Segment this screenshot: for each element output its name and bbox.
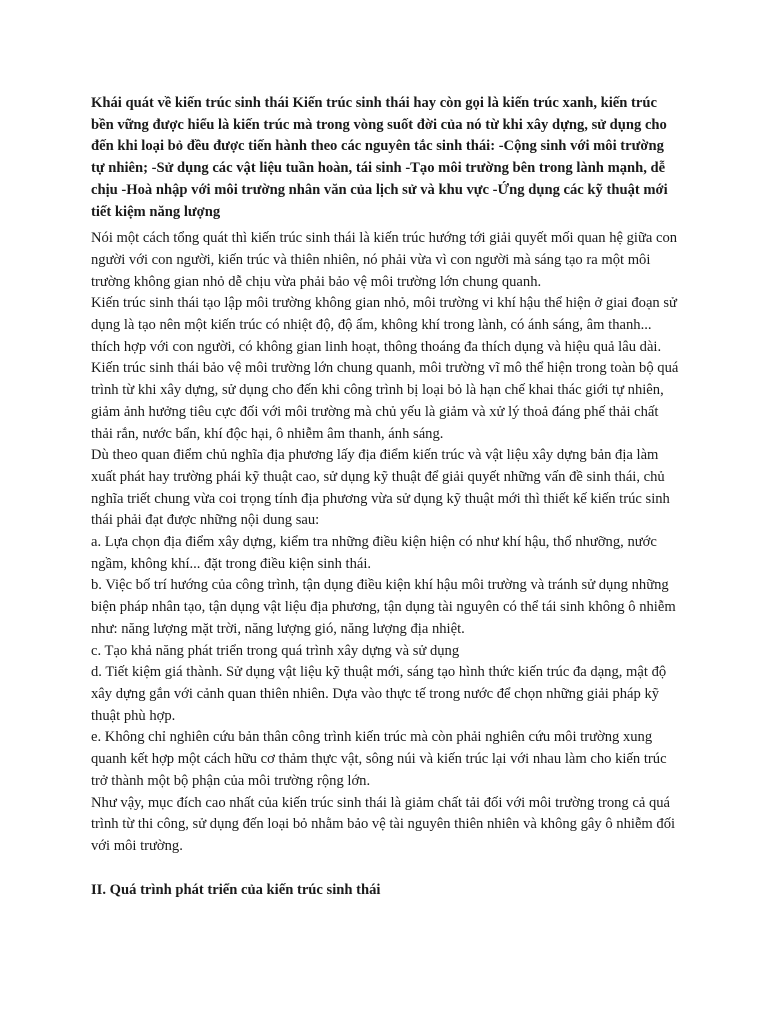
section-title: II. Quá trình phát triển của kiến trúc sinh thái — [91, 881, 381, 898]
paragraph-small-environment: Kiến trúc sinh thái tạo lập môi trường không gian nhỏ, môi trường vi khí hậu thể hiện ở giai đoạn sử dụng là tạo nên một kiến trúc có nhiệt độ, độ ẩm, không khí trong lành, có ánh sáng, âm thanh... thích hợp với con người, có không gian linh hoạt, thông thoáng đa thích dụng và hiệu quả lâu dài. — [91, 295, 677, 355]
list-item-a: a. Lựa chọn địa điểm xây dựng, kiểm tra những điều kiện hiện có như khí hậu, thổ nhưỡng, nước ngầm, không khí... đặt trong điều kiện sinh thái. — [91, 534, 657, 572]
paragraph-intro: Nói một cách tổng quát thì kiến trúc sinh thái là kiến trúc hướng tới giải quyết mối quan hệ giữa con người với con người, kiến trúc và thiên nhiên, nó phải vừa vì con người mà sáng tạo ra một môi trường không gian nhỏ dễ chịu vừa phải bảo vệ môi trường lớn chung quanh. — [91, 230, 678, 290]
document-body — [91, 228, 681, 857]
document-heading: Khái quát về kiến trúc sinh thái Kiến trúc sinh thái hay còn gọi là kiến trúc xanh, kiến trúc bền vững được hiểu là kiến trúc mà trong vòng suốt đời của nó từ khi xây dựng, sử dụng cho đến khi loại bỏ đều được tiến hành theo các nguyên tắc sinh thái: -Cộng sinh với môi trường tự nhiên; -Sử dụng các vật liệu tuần hoàn, tái sinh -Tạo môi trường bên trong lành mạnh, dễ chịu -Hoà nhập với môi trường nhân văn của lịch sử và khu vực -Ứng dụng các kỹ thuật mới tiết kiệm năng lượng — [91, 95, 668, 220]
paragraph-design-requirements: Dù theo quan điểm chủ nghĩa địa phương lấy địa điểm kiến trúc và vật liệu xây dựng bản địa làm xuất phát hay trường phái kỹ thuật cao, sử dụng kỹ thuật để giải quyết những vấn đề sinh thái, chủ nghĩa triết chung vừa coi trọng tính địa phương vừa sử dụng kỹ thuật mới thì thiết kế kiến trúc sinh thái phải đạt được những nội dung sau: — [91, 447, 670, 529]
paragraph-large-environment: Kiến trúc sinh thái bảo vệ môi trường lớn chung quanh, môi trường vĩ mô thể hiện trong toàn bộ quá trình từ khi xây dựng, sử dụng cho đến khi công trình bị loại bỏ là hạn chế khai thác giới tự nhiên, giảm ảnh hưởng tiêu cực đối với môi trường mà chủ yếu là giảm và xử lý thoả đáng phế thải chất thải rắn, nước bẩn, khí độc hại, ô nhiễm âm thanh, ánh sáng. — [91, 360, 679, 442]
list-item-e: e. Không chỉ nghiên cứu bản thân công trình kiến trúc mà còn phải nghiên cứu môi trường xung quanh kết hợp một cách hữu cơ thảm thực vật, sông núi và kiến trúc lại với nhau làm cho kiến trúc trở thành một bộ phận của môi trường rộng lớn. — [91, 729, 667, 789]
list-item-c: c. Tạo khả năng phát triển trong quá trình xây dựng và sử dụng — [91, 642, 460, 659]
paragraph-conclusion: Như vậy, mục đích cao nhất của kiến trúc sinh thái là giảm chất tải đối với môi trường trong cả quá trình từ thi công, sử dụng đến loại bỏ nhằm bảo vệ tài nguyên thiên nhiên và không gây ô nhiễm đối với môi trường. — [91, 794, 676, 854]
list-item-b: b. Việc bố trí hướng của công trình, tận dụng điều kiện khí hậu môi trường và tránh sử dụng những biện pháp nhân tạo, tận dụng vật liệu địa phương, tận dụng tài nguyên có thể tái sinh không ô nhiễm như: năng lượng mặt trời, năng lượng gió, năng lượng địa nhiệt. — [91, 577, 676, 637]
list-item-d: d. Tiết kiệm giá thành. Sử dụng vật liệu kỹ thuật mới, sáng tạo hình thức kiến trúc đa dạng, mật độ xây dựng gắn với cảnh quan thiên nhiên. Dựa vào thực tế trong nước để chọn những giải pháp kỹ thuật phù hợp. — [91, 664, 667, 724]
document-page — [91, 93, 681, 901]
